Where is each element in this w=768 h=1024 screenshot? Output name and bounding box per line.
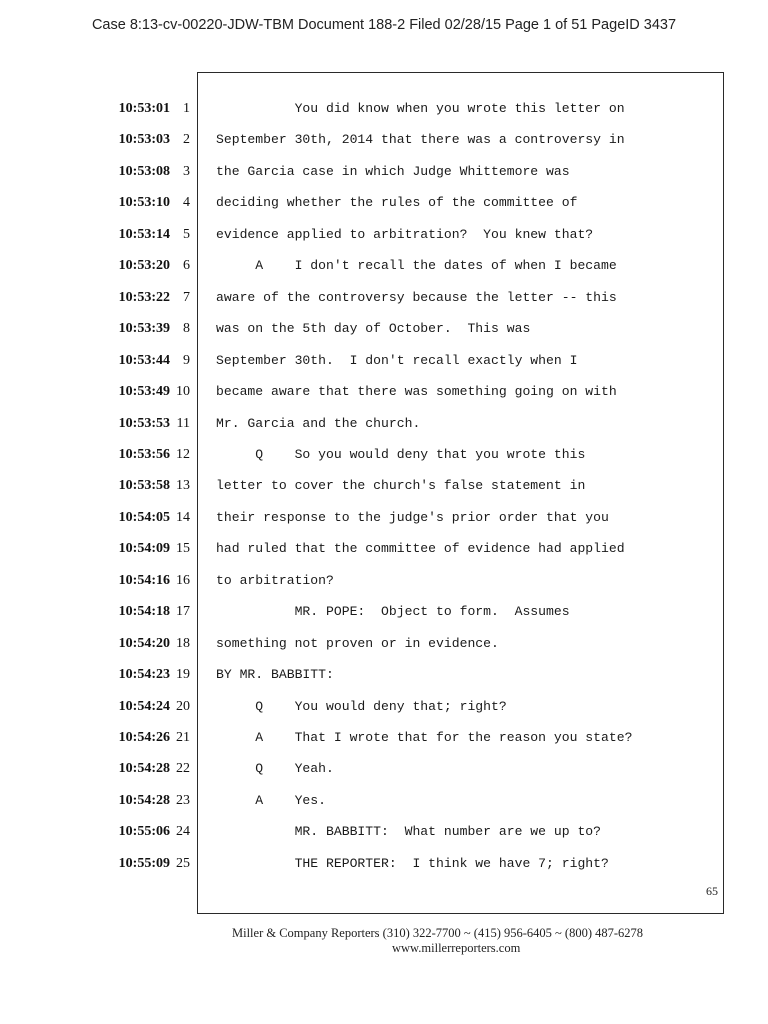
reporter-website: www.millerreporters.com xyxy=(392,941,521,955)
line-number: 6 xyxy=(183,258,190,274)
line-text: evidence applied to arbitration? You knew that? xyxy=(216,226,594,242)
line-text: Q You would deny that; right? xyxy=(216,698,507,714)
page-number: 65 xyxy=(706,884,718,898)
reporter-contact-line: Miller & Company Reporters (310) 322-7700 ~ (415) 956-6405 ~ (800) 487-6278 xyxy=(232,926,644,940)
transcript-line xyxy=(0,317,768,341)
line-number: 11 xyxy=(176,415,190,431)
line-number: 23 xyxy=(176,792,190,808)
transcript-line xyxy=(0,506,768,530)
line-timestamp: 10:53:56 xyxy=(118,446,170,462)
line-number: 4 xyxy=(183,195,190,211)
line-number: 21 xyxy=(176,730,190,745)
line-number: 9 xyxy=(183,352,190,368)
transcript-line xyxy=(0,695,768,719)
transcript-line xyxy=(0,412,768,436)
transcript-line xyxy=(0,569,768,593)
line-number: 3 xyxy=(183,163,190,179)
line-timestamp: 10:53:08 xyxy=(118,163,170,179)
line-timestamp: 10:54:05 xyxy=(118,509,170,525)
line-text: Mr. Garcia and the church. xyxy=(216,415,421,431)
line-number: 13 xyxy=(176,478,190,494)
line-timestamp: 10:54:18 xyxy=(118,604,170,620)
line-timestamp: 10:53:44 xyxy=(118,352,170,368)
line-number: 8 xyxy=(183,321,190,337)
line-number: 18 xyxy=(176,635,190,651)
transcript-line xyxy=(0,474,768,498)
line-timestamp: 10:54:20 xyxy=(118,635,170,651)
line-timestamp: 10:53:49 xyxy=(118,384,170,400)
line-text: was on the 5th day of October. This was xyxy=(216,321,531,337)
transcript-line xyxy=(0,128,768,152)
transcript-line xyxy=(0,97,768,121)
line-timestamp: 10:53:22 xyxy=(118,289,170,305)
line-number: 15 xyxy=(176,541,190,557)
line-number: 10 xyxy=(176,384,190,400)
line-text: September 30th. I don't recall exactly when I xyxy=(216,352,578,368)
transcript-line xyxy=(0,757,768,781)
line-timestamp: 10:54:28 xyxy=(118,792,170,808)
line-number: 25 xyxy=(176,855,190,871)
line-timestamp: 10:53:58 xyxy=(118,478,170,494)
line-text: MR. POPE: Object to form. Assumes xyxy=(216,604,570,620)
line-number: 12 xyxy=(176,446,190,462)
line-number: 16 xyxy=(176,572,190,588)
reporter-footer xyxy=(0,926,768,956)
line-timestamp: 10:54:24 xyxy=(118,698,170,714)
line-text: letter to cover the church's false statement in xyxy=(216,478,586,494)
line-number: 1 xyxy=(183,101,190,116)
line-number: 20 xyxy=(176,698,190,714)
line-timestamp: 10:53:03 xyxy=(118,132,170,148)
transcript-line xyxy=(0,726,768,750)
line-text: A I don't recall the dates of when I became xyxy=(216,258,617,274)
transcript-line xyxy=(0,820,768,844)
line-number: 24 xyxy=(176,824,190,840)
line-text: Q So you would deny that you wrote this xyxy=(216,446,586,462)
line-text: became aware that there was something going on with xyxy=(216,384,617,400)
line-number: 19 xyxy=(176,667,190,683)
line-timestamp: 10:53:53 xyxy=(118,415,170,431)
transcript-line xyxy=(0,254,768,278)
transcript-line xyxy=(0,160,768,184)
transcript-line xyxy=(0,537,768,561)
line-text: September 30th, 2014 that there was a controversy in xyxy=(216,132,625,148)
line-timestamp: 10:53:01 xyxy=(118,101,170,116)
line-timestamp: 10:54:23 xyxy=(118,667,170,683)
line-text: A That I wrote that for the reason you state? xyxy=(216,730,633,745)
line-timestamp: 10:55:06 xyxy=(118,824,170,840)
line-text: Q Yeah. xyxy=(216,761,334,777)
line-number: 17 xyxy=(176,604,190,620)
line-text: something not proven or in evidence. xyxy=(216,635,499,651)
line-text: aware of the controversy because the letter -- this xyxy=(216,289,617,305)
line-timestamp: 10:54:09 xyxy=(118,541,170,557)
line-timestamp: 10:53:39 xyxy=(118,321,170,337)
line-timestamp: 10:55:09 xyxy=(118,855,170,871)
line-text: the Garcia case in which Judge Whittemore was xyxy=(216,163,570,179)
line-text: BY MR. BABBITT: xyxy=(216,667,334,683)
line-timestamp: 10:53:14 xyxy=(118,226,170,242)
filing-header-stamp: Case 8:13-cv-00220-JDW-TBM Document 188-2 Filed 02/28/15 Page 1 of 51 PageID 3437 xyxy=(91,17,677,33)
line-text: to arbitration? xyxy=(216,572,334,588)
line-text: their response to the judge's prior order that you xyxy=(216,509,609,525)
line-timestamp: 10:54:28 xyxy=(118,761,170,777)
line-text: You did know when you wrote this letter on xyxy=(216,101,625,116)
line-text: THE REPORTER: I think we have 7; right? xyxy=(216,855,609,871)
line-timestamp: 10:54:16 xyxy=(118,572,170,588)
line-text: A Yes. xyxy=(216,792,327,808)
line-text: had ruled that the committee of evidence had applied xyxy=(216,541,625,557)
line-timestamp: 10:53:20 xyxy=(118,258,170,274)
line-number: 7 xyxy=(183,289,190,305)
line-text: deciding whether the rules of the committee of xyxy=(216,195,578,211)
line-number: 22 xyxy=(176,761,190,777)
line-number: 14 xyxy=(176,509,190,525)
line-timestamp: 10:54:26 xyxy=(118,730,170,745)
line-timestamp: 10:53:10 xyxy=(118,195,170,211)
line-number: 5 xyxy=(183,226,190,242)
transcript-line xyxy=(0,191,768,215)
transcript-line xyxy=(0,223,768,247)
line-number: 2 xyxy=(183,132,190,148)
transcript-line xyxy=(0,443,768,467)
transcript-line xyxy=(0,380,768,404)
transcript-line xyxy=(0,632,768,656)
transcript-line xyxy=(0,789,768,813)
transcript-line xyxy=(0,852,768,876)
transcript-line xyxy=(0,663,768,687)
transcript-line xyxy=(0,286,768,310)
transcript-line xyxy=(0,349,768,373)
transcript-line xyxy=(0,600,768,624)
line-text: MR. BABBITT: What number are we up to? xyxy=(216,824,602,840)
